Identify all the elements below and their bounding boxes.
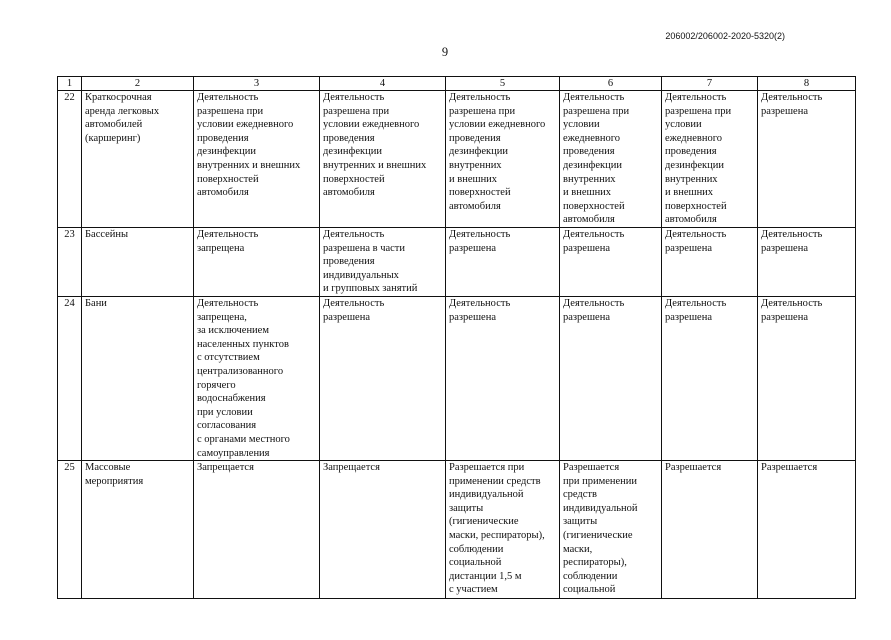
- column-number: 4: [320, 77, 446, 91]
- table-cell: Деятельность разрешена: [662, 296, 758, 460]
- table-cell: Деятельность разрешена: [560, 296, 662, 460]
- column-number: 2: [82, 77, 194, 91]
- table-cell: Деятельность разрешена: [446, 228, 560, 297]
- column-number: 6: [560, 77, 662, 91]
- table-cell: Разрешается при применении средств индивидуальной защиты (гигиенические маски, респираторы), соблюдении социальной дистанции 1,5 м с участием: [446, 461, 560, 599]
- table-cell: Деятельность разрешена: [662, 228, 758, 297]
- column-number-row: [58, 77, 856, 91]
- regulation-table: [57, 76, 856, 599]
- table-cell: Деятельность разрешена: [758, 296, 856, 460]
- activity-name-cell: Краткосрочная аренда легковых автомобилей (каршеринг): [82, 91, 194, 228]
- table-cell: Деятельность разрешена: [758, 91, 856, 228]
- table-cell: Запрещается: [194, 461, 320, 599]
- table-cell: Деятельность разрешена при условии ежедневного проведения дезинфекции внутренних и внешних поверхностей автомобиля: [446, 91, 560, 228]
- table-cell: Деятельность разрешена: [320, 296, 446, 460]
- table-cell: Запрещается: [320, 461, 446, 599]
- document-id: 206002/206002-2020-5320(2): [665, 31, 785, 41]
- column-number: 5: [446, 77, 560, 91]
- table-cell: Разрешается при применении средств индивидуальной защиты (гигиенические маски, респираторы), соблюдении социальной: [560, 461, 662, 599]
- table-cell: Деятельность разрешена в части проведения индивидуальных и групповых занятий: [320, 228, 446, 297]
- row-number: 22: [58, 91, 82, 228]
- table-cell: Деятельность разрешена: [758, 228, 856, 297]
- activity-name-cell: Бани: [82, 296, 194, 460]
- column-number: 8: [758, 77, 856, 91]
- table-row: [58, 296, 856, 460]
- table-row: [58, 91, 856, 228]
- page-number: 9: [441, 45, 449, 59]
- table-cell: Деятельность разрешена при условии ежедневного проведения дезинфекции внутренних и внешних поверхностей автомобиля: [320, 91, 446, 228]
- column-number: 1: [58, 77, 82, 91]
- table-cell: Деятельность разрешена: [446, 296, 560, 460]
- table-row: [58, 228, 856, 297]
- table-cell: Деятельность запрещена, за исключением населенных пунктов с отсутствием централизованного горячего водоснабжения при условии согласования с органами местного самоуправления: [194, 296, 320, 460]
- row-number: 25: [58, 461, 82, 599]
- table-cell: Деятельность разрешена при условии ежедневного проведения дезинфекции внутренних и внешних поверхностей автомобиля: [662, 91, 758, 228]
- column-number: 7: [662, 77, 758, 91]
- table-cell: Деятельность разрешена при условии ежедневного проведения дезинфекции внутренних и внешних поверхностей автомобиля: [194, 91, 320, 228]
- activity-name-cell: Массовые мероприятия: [82, 461, 194, 599]
- activity-name-cell: Бассейны: [82, 228, 194, 297]
- row-number: 24: [58, 296, 82, 460]
- column-number: 3: [194, 77, 320, 91]
- row-number: 23: [58, 228, 82, 297]
- table-row: [58, 461, 856, 599]
- table-cell: Разрешается: [758, 461, 856, 599]
- table-cell: Деятельность разрешена: [560, 228, 662, 297]
- table-cell: Деятельность запрещена: [194, 228, 320, 297]
- table-cell: Деятельность разрешена при условии ежедневного проведения дезинфекции внутренних и внешних поверхностей автомобиля: [560, 91, 662, 228]
- table-cell: Разрешается: [662, 461, 758, 599]
